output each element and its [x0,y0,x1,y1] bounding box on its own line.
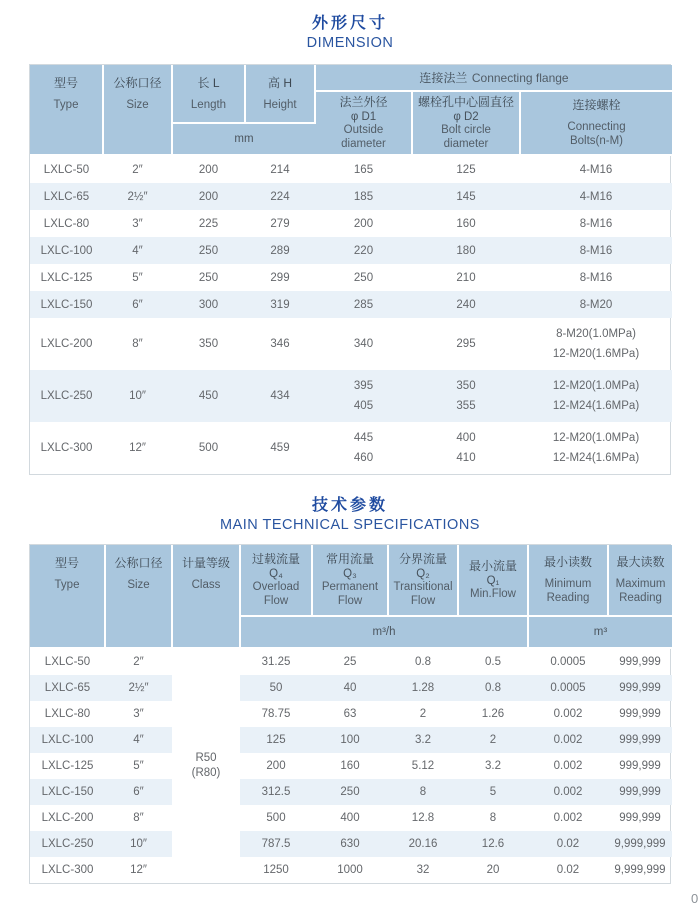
column-header-d1 [315,91,412,155]
column-header-q3-en-line1: Permanent [321,581,379,593]
dimension-table-body [30,155,672,474]
q1-cell: 20 [486,864,500,876]
column-header-q2-zh: 分界流量 [398,552,447,566]
bolts-cell: 4-M16 [579,163,613,176]
column-header-type-zh: 型号 [54,556,79,570]
q4-cell: 200 [266,760,286,772]
type-cell: LXLC-50 [44,656,91,668]
column-header-type [30,545,105,648]
type-cell: LXLC-100 [41,734,94,746]
table-row [30,727,672,753]
column-header-q1-symbol: Q₁ [486,574,500,587]
q3-cell: 630 [340,838,360,850]
column-header-type-en: Type [53,99,79,111]
specs-title-zh: 技术参数 [311,497,388,514]
length-cell: 250 [198,244,219,257]
height-cell: 319 [270,298,290,311]
type-cell: LXLC-250 [40,390,93,402]
column-header-flange-en: Connecting flange [471,70,569,85]
bolts-cell: 4-M16 [579,190,613,203]
table-row [30,779,672,805]
length-cell: 300 [198,298,219,311]
min-cell: 0.02 [556,864,580,876]
table-row [30,701,672,727]
table-row [30,831,672,857]
size-cell: 6″ [132,298,143,311]
column-header-q3-permanent-flow [312,545,388,616]
column-header-max-en-line2: Reading [619,591,662,604]
min-cell: 0.002 [553,786,583,798]
column-header-bolts-zh: 连接螺栓 [572,98,621,112]
column-header-min-en-line1: Minimum [544,578,592,590]
page-number: 0 [691,891,699,906]
d1-cell: 445 460 [353,432,374,464]
specs-table-body [30,648,672,883]
height-cell: 214 [270,163,290,176]
column-header-min-en-line2: Reading [546,591,590,604]
bolts-cell: 8-M20 [579,298,613,311]
height-cell: 299 [270,271,290,284]
q1-cell: 5 [489,786,497,798]
column-header-size-zh: 公称口径 [114,556,163,570]
q2-cell: 2 [419,708,427,720]
q4-cell: 312.5 [261,786,291,798]
max-cell: 9,999,999 [614,838,666,850]
d2-cell: 400 410 [456,432,476,464]
d1-cell: 285 [353,298,374,311]
height-cell: 346 [270,338,290,350]
table-row [30,370,672,422]
length-cell: 500 [198,442,219,454]
column-header-q1-en: Min.Flow [469,587,516,600]
table-row [30,675,672,701]
type-cell: LXLC-65 [43,190,90,203]
unit-m3: m³ [528,616,672,648]
q3-cell: 250 [340,786,360,798]
type-cell: LXLC-100 [40,244,93,257]
column-header-q3-en-line2: Flow [337,594,363,607]
column-header-d1-zh: 法兰外径 [339,95,388,109]
q3-cell: 400 [340,812,360,824]
bolts-cell: 8-M16 [579,271,613,284]
size-cell: 10″ [129,390,146,402]
column-header-minimum-reading [528,545,608,616]
height-cell: 279 [270,217,290,230]
d1-cell: 250 [353,271,374,284]
type-cell: LXLC-150 [40,298,93,311]
q2-cell: 0.8 [415,656,431,668]
column-header-height [245,65,315,123]
column-header-class-en: Class [191,579,221,591]
type-cell: LXLC-200 [40,338,93,350]
size-cell: 12″ [129,442,146,454]
type-cell: LXLC-65 [44,682,91,694]
type-cell: LXLC-250 [41,838,94,850]
column-header-q2-symbol: Q₂ [416,568,430,580]
q1-cell: 0.5 [485,656,501,668]
column-header-height-zh: 高 H [267,75,292,90]
d2-cell: 180 [456,244,476,257]
d1-cell: 220 [353,244,374,257]
max-cell: 9,999,999 [614,864,666,876]
column-header-size [103,65,172,155]
max-cell: 999,999 [619,786,661,798]
table-row [30,422,672,474]
d1-cell: 340 [353,338,374,350]
column-header-size-en: Size [126,99,149,111]
q2-cell: 1.28 [411,682,435,694]
q3-cell: 63 [343,708,357,720]
q2-cell: 20.16 [408,838,438,850]
height-cell: 224 [270,190,290,203]
size-cell: 8″ [133,812,144,824]
table-row [30,264,672,291]
size-cell: 4″ [133,734,144,746]
table-row [30,291,672,318]
size-cell: 10″ [130,838,147,850]
dimension-table [30,65,672,474]
type-cell: LXLC-125 [40,271,93,284]
height-cell: 459 [270,442,290,454]
d2-cell: 350 355 [456,380,476,412]
column-header-d1-symbol: φ D1 [350,111,377,123]
size-cell: 6″ [133,786,144,798]
size-cell: 5″ [132,271,143,284]
column-header-maximum-reading [608,545,672,616]
table-row [30,805,672,831]
length-cell: 200 [198,163,219,176]
d2-cell: 295 [456,338,476,350]
q2-cell: 32 [416,864,430,876]
bolts-cell: 12-M20(1.0MPa) 12-M24(1.6MPa) [552,380,640,412]
type-cell: LXLC-200 [41,812,94,824]
max-cell: 999,999 [619,682,661,694]
d1-cell: 185 [353,190,374,203]
column-header-size-en: Size [127,579,150,591]
column-header-connecting-flange [315,65,672,91]
min-cell: 0.002 [553,760,583,772]
length-cell: 450 [198,390,219,402]
q4-cell: 50 [269,682,283,694]
specs-table-wrap [29,544,671,884]
column-header-d1-en-line2: diameter [341,137,386,150]
type-cell: LXLC-50 [43,163,90,176]
q4-cell: 500 [266,812,286,824]
type-cell: LXLC-300 [41,864,94,876]
column-header-class-zh: 计量等级 [181,556,230,570]
bolts-cell: 8-M20(1.0MPa) 12-M20(1.6MPa) [552,328,640,360]
column-header-max-zh: 最大读数 [616,555,665,569]
size-cell: 2″ [133,656,144,668]
min-cell: 0.002 [553,734,583,746]
max-cell: 999,999 [619,656,661,668]
column-header-q4-en-line2: Flow [263,594,289,607]
dimension-title-en: DIMENSION [306,35,394,51]
bolts-cell: 8-M16 [579,244,613,257]
column-header-q3-zh: 常用流量 [325,552,374,566]
d1-cell: 165 [353,163,374,176]
q3-cell: 100 [340,734,360,746]
d1-cell: 200 [353,217,374,230]
table-row [30,237,672,264]
column-header-class [172,545,240,648]
d2-cell: 240 [456,298,476,311]
q4-cell: 787.5 [261,838,291,850]
q3-cell: 40 [343,682,357,694]
column-header-q2-transitional-flow [388,545,458,616]
q4-cell: 1250 [263,864,289,876]
min-cell: 0.0005 [550,682,586,694]
table-row [30,753,672,779]
q2-cell: 5.12 [411,760,435,772]
table-row [30,210,672,237]
dimension-table-header [30,65,672,155]
column-header-length [172,65,245,123]
q1-cell: 2 [489,734,497,746]
d2-cell: 145 [456,190,476,203]
length-cell: 200 [198,190,219,203]
q1-cell: 12.6 [481,838,505,850]
max-cell: 999,999 [619,760,661,772]
column-header-q4-symbol: Q₄ [269,568,283,580]
q3-cell: 1000 [337,864,363,876]
column-header-d2-en-line2: diameter [443,137,489,150]
column-header-q4-overload-flow [240,545,312,616]
bolts-cell: 12-M20(1.0MPa) 12-M24(1.6MPa) [552,432,640,464]
table-row [30,648,672,675]
column-header-q1-zh: 最小流量 [468,558,517,573]
size-cell: 8″ [132,338,143,350]
q2-cell: 12.8 [411,812,435,824]
q3-cell: 160 [340,760,360,772]
unit-mm: mm [172,123,315,155]
dimension-table-wrap [29,64,671,475]
column-header-d2-symbol: φ D2 [453,111,479,123]
column-header-q1-min-flow [458,545,528,616]
q1-cell: 1.26 [481,708,505,720]
d1-cell: 395 405 [353,380,374,412]
q1-cell: 0.8 [485,682,501,694]
min-cell: 0.02 [556,838,580,850]
table-row [30,857,672,883]
height-cell: 434 [270,390,290,402]
table-row [30,318,672,370]
column-header-d2 [412,91,520,155]
column-header-size-zh: 公称口径 [113,76,162,90]
size-cell: 2½″ [128,682,149,694]
q4-cell: 78.75 [261,708,291,720]
length-cell: 350 [198,338,219,350]
type-cell: LXLC-300 [40,442,93,454]
class-merged-cell: R50 (R80) [172,648,240,883]
column-header-q2-en-line1: Transitional [393,581,453,593]
max-cell: 999,999 [619,708,661,720]
size-cell: 2½″ [127,190,148,203]
q2-cell: 8 [419,786,427,798]
max-cell: 999,999 [619,734,661,746]
length-cell: 250 [198,271,219,284]
column-header-d2-en-line1: Bolt circle [441,124,491,136]
column-header-flange-zh: 连接法兰 [419,70,468,85]
type-cell: LXLC-125 [41,760,94,772]
q1-cell: 3.2 [485,760,501,772]
specs-title-en: MAIN TECHNICAL SPECIFICATIONS [220,517,480,533]
column-header-bolts-en-line1: Connecting [567,121,626,133]
q3-cell: 25 [343,656,357,668]
column-header-d1-en-line1: Outside [343,124,384,136]
size-cell: 12″ [130,864,147,876]
d2-cell: 210 [456,271,476,284]
column-header-min-zh: 最小读数 [543,555,592,569]
height-cell: 289 [270,244,290,257]
d2-cell: 125 [456,163,476,176]
column-header-q4-zh: 过载流量 [251,552,300,566]
type-cell: LXLC-80 [44,708,91,720]
column-header-max-en-line1: Maximum [615,578,666,590]
q1-cell: 8 [489,812,497,824]
size-cell: 3″ [133,708,144,720]
column-header-d2-zh: 螺栓孔中心圆直径 [417,95,514,109]
column-header-size [105,545,172,648]
dimension-title-zh: 外形尺寸 [311,15,388,32]
specs-table-header [30,545,672,648]
column-header-bolts [520,91,672,155]
q2-cell: 3.2 [415,734,431,746]
q4-cell: 125 [266,734,286,746]
type-cell: LXLC-80 [43,217,90,230]
size-cell: 5″ [133,760,144,772]
column-header-length-zh: 长 L [197,75,220,90]
specs-table [30,545,672,883]
column-header-type [30,65,103,155]
column-header-height-en: Height [263,98,297,111]
type-cell: LXLC-150 [41,786,94,798]
specifications-section [0,492,700,884]
size-cell: 4″ [132,244,143,257]
unit-m3-per-h: m³/h [240,616,528,648]
column-header-q3-symbol: Q₃ [343,568,357,580]
column-header-q2-en-line2: Flow [410,594,436,607]
max-cell: 999,999 [619,812,661,824]
column-header-length-en: Length [190,98,227,111]
size-cell: 3″ [132,217,143,230]
min-cell: 0.002 [553,812,583,824]
min-cell: 0.0005 [550,656,586,668]
table-row [30,155,672,183]
bolts-cell: 8-M16 [579,217,613,230]
column-header-bolts-en-line2: Bolts(n-M) [569,134,624,147]
q4-cell: 31.25 [261,656,291,668]
column-header-type-zh: 型号 [53,76,78,90]
table-row [30,183,672,210]
d2-cell: 160 [456,217,476,230]
column-header-q4-en-line1: Overload [252,581,300,593]
length-cell: 225 [198,217,219,230]
size-cell: 2″ [132,163,143,176]
column-header-type-en: Type [54,579,80,591]
min-cell: 0.002 [553,708,583,720]
